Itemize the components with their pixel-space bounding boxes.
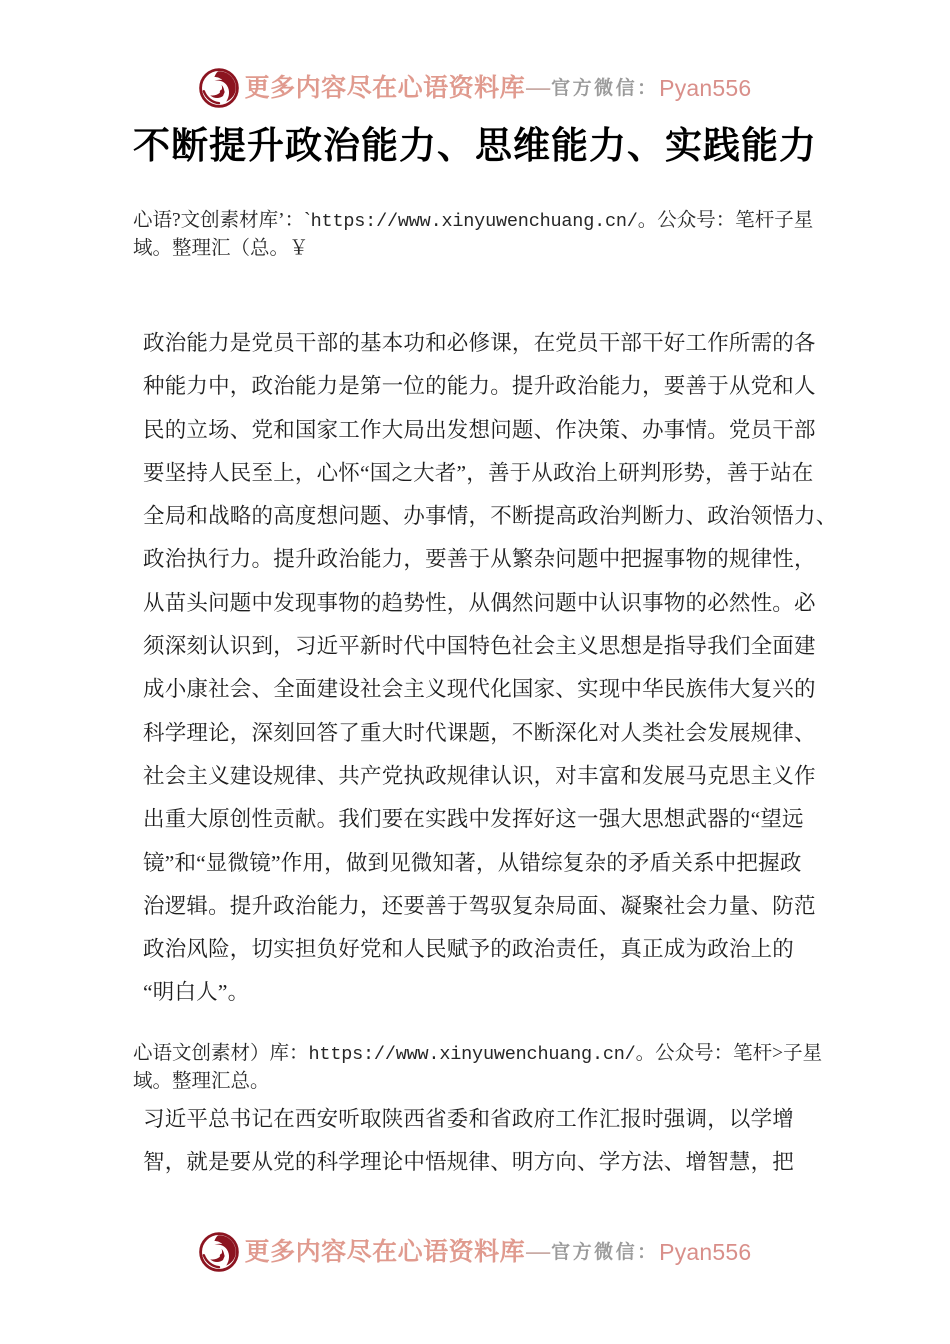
tail-line: 习近平总书记在西安听取陕西省委和省政府工作汇报时强调，以学增 — [143, 1107, 795, 1131]
body-line: 出重大原创性贡献。我们要在实践中发挥好这一强大思想武器的“望远 — [143, 807, 804, 832]
tail-line: 智，就是要从党的科学理论中悟规律、明方向、学方法、增智慧，把 — [143, 1150, 795, 1175]
body-line: “明白人”。 — [143, 980, 250, 1005]
footer-watermark — [0, 1232, 950, 1272]
header-watermark — [0, 68, 950, 108]
watermark-wechat-handle: Pyan556 — [659, 74, 752, 101]
brand-logo-icon — [199, 68, 239, 108]
mid-source-note — [133, 1040, 833, 1096]
body-line: 治逻辑。提升政治能力，还要善于驾驭复杂局面、凝聚社会力量、防范 — [143, 893, 816, 918]
source-note-url: https://www.xinyuwenchuang.cn/ — [310, 211, 638, 232]
watermark-dash: — — [526, 75, 551, 101]
body-line: 社会主义建设规律、共产党执政规律认识，对丰富和发展马克思主义作 — [143, 763, 816, 788]
body-line: 须深刻认识到，习近平新时代中国特色社会主义思想是指导我们全面建 — [143, 634, 816, 659]
watermark-main-text: 更多内容尽在心语资料库 — [244, 74, 526, 102]
body-line: 成小康社会、全面建设社会主义现代化国家、实现中华民族伟大复兴的 — [143, 677, 816, 702]
source-note-suffix: 。公众号：笔杆子星域。整理汇（总。￥ — [133, 210, 814, 260]
body-line: 政治风险，切实担负好党和人民赋予的政治责任，真正成为政治上的 — [143, 937, 795, 962]
body-line: 种能力中，政治能力是第一位的能力。提升政治能力，要善于从党和人 — [143, 374, 816, 399]
body-line: 政治执行力。提升政治能力，要善于从繁杂问题中把握事物的规律性， — [143, 547, 816, 572]
mid-note-suffix: 。公众号：笔杆>子星域。整理汇总。 — [133, 1043, 823, 1093]
body-line: 要坚持人民至上，心怀“国之大者”，善于从政治上研判形势，善于站在 — [143, 460, 814, 485]
watermark-sub-text: 官方微信 — [551, 77, 638, 99]
source-note-prefix: 心语?文创素材库’：` — [133, 210, 311, 231]
brand-logo-icon — [199, 1232, 239, 1272]
watermark-sub-text: 官方微信 — [551, 1241, 638, 1263]
source-note — [133, 207, 825, 263]
body-line: 民的立场、党和国家工作大局出发想问题、作决策、办事情。党员干部 — [143, 417, 816, 442]
body-paragraph — [143, 322, 838, 1015]
body-line: 全局和战略的高度想问题、办事情，不断提高政治判断力、政治领悟力、 — [143, 504, 838, 529]
mid-note-prefix: 心语文创素材）库： — [133, 1043, 309, 1064]
tail-paragraph — [143, 1098, 816, 1185]
watermark-colon: ： — [637, 1241, 657, 1263]
body-line: 镜”和“显微镜”作用，做到见微知著，从错综复杂的矛盾关系中把握政 — [143, 850, 802, 875]
body-line: 科学理论，深刻回答了重大时代课题，不断深化对人类社会发展规律、 — [143, 720, 816, 745]
watermark-colon: ： — [637, 77, 657, 99]
mid-note-url: https://www.xinyuwenchuang.cn/ — [308, 1044, 636, 1065]
page-title: 不断提升政治能力、思维能力、实践能力 — [133, 126, 817, 167]
body-line: 政治能力是党员干部的基本功和必修课，在党员干部干好工作所需的各 — [143, 331, 816, 355]
watermark-wechat-handle: Pyan556 — [659, 1238, 752, 1265]
watermark-main-text: 更多内容尽在心语资料库 — [244, 1238, 526, 1266]
body-line: 从苗头问题中发现事物的趋势性，从偶然问题中认识事物的必然性。必 — [143, 590, 816, 615]
watermark-dash: — — [526, 1239, 551, 1265]
